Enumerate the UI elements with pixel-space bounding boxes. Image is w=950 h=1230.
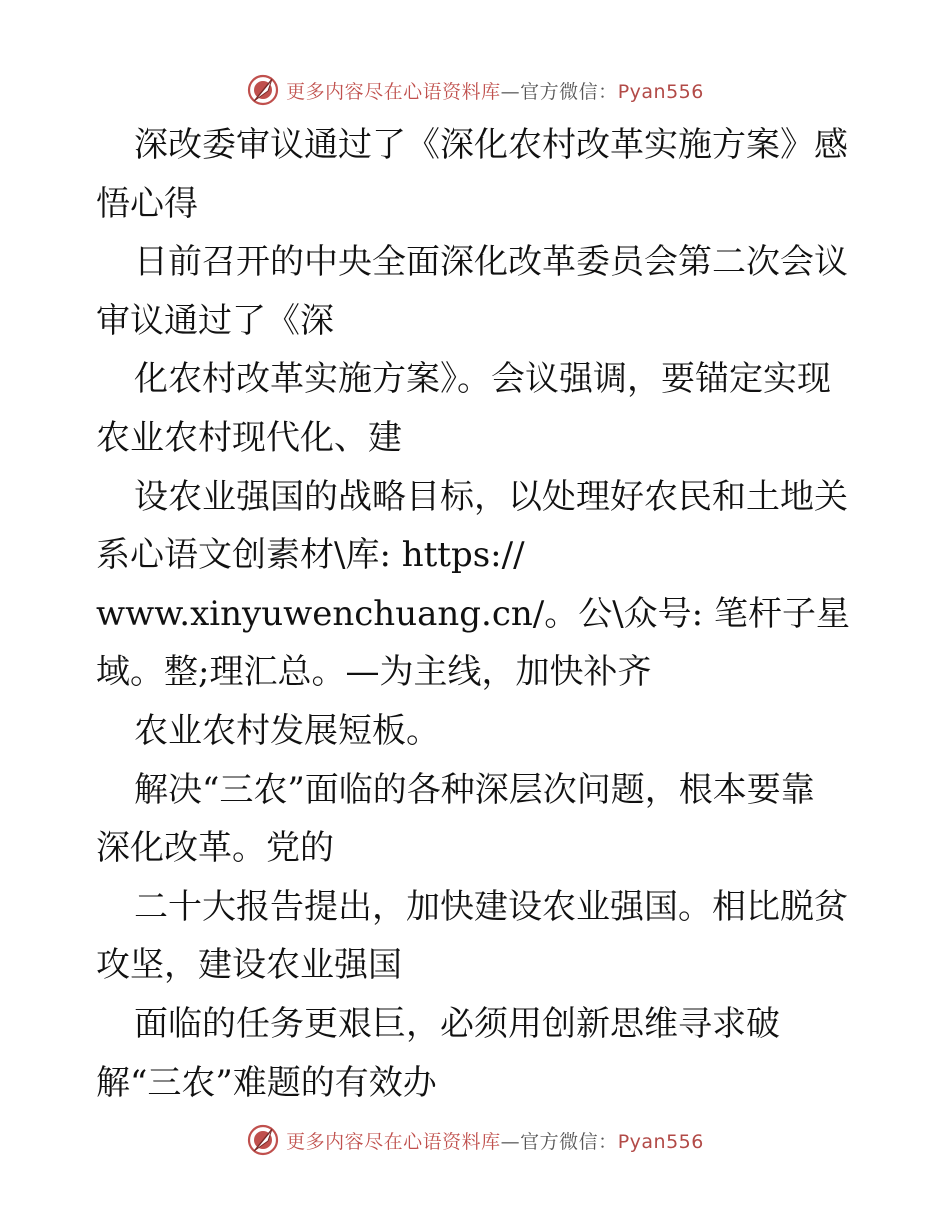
text-line: 设农业强国的战略目标，以处理好农民和土地关 [134,476,848,517]
text-line: 日前召开的中央全面深化改革委员会第二次会议 [134,242,848,283]
text-line: 农业农村现代化、建 [96,417,402,458]
text-line: 解决“三农”面临的各种深层次问题，根本要靠 [134,769,815,810]
quill-pen-logo-icon [246,73,280,107]
text-line: 二十大报告提出，加快建设农业强国。相比脱贫 [134,886,848,927]
text-line: 解“三农”难题的有效办 [96,1062,437,1103]
text-line: 深改委审议通过了《深化农村改革实施方案》感 [134,125,848,165]
text-line: 面临的任务更艰巨，必须用创新思维寻求破 [134,1003,780,1044]
text-line: www.xinyuwenchuang.cn/。公\众号: 笔杆子星 [96,593,850,634]
text-line: 深化改革。党的 [96,828,334,869]
footer-watermark [0,1120,950,1160]
text-line: 化农村改革实施方案》。会议强调，要锚定实现 [134,359,831,400]
text-line: 域。整;理汇总。—为主线，加快补齐 [96,652,652,693]
text-line: 攻坚，建设农业强国 [96,945,402,986]
document-body [96,116,866,1112]
text-line: 审议通过了《深 [96,300,334,341]
text-line: 悟心得 [96,183,198,224]
quill-pen-logo-icon [246,1123,280,1157]
header-watermark [0,70,950,110]
watermark-text: 更多内容尽在心语资料库—官方微信：Pyan556 [286,1130,704,1153]
text-line: 系心语文创素材\库: https:// [96,535,525,576]
watermark-text: 更多内容尽在心语资料库—官方微信：Pyan556 [286,80,704,103]
text-line: 农业农村发展短板。 [134,710,440,751]
